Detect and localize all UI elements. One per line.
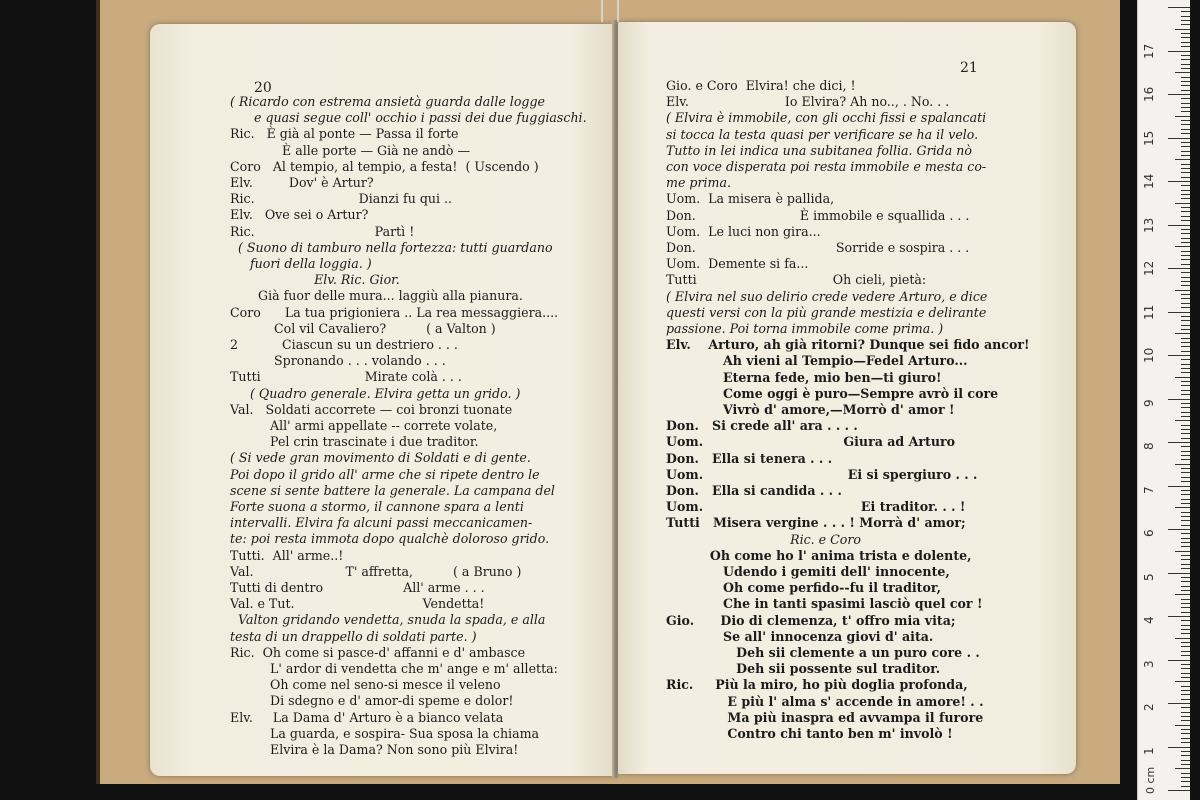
text-line: L' ardor di vendetta che m' ange e m' alletta: [230, 661, 558, 676]
ruler-tick [1181, 699, 1190, 700]
ruler-tick [1181, 303, 1190, 304]
ruler-tick [1181, 394, 1190, 395]
ruler-tick [1175, 246, 1190, 247]
ruler-tick [1181, 264, 1190, 265]
ruler-tick [1181, 686, 1190, 687]
ruler-tick [1181, 403, 1190, 404]
ruler-tick [1181, 555, 1190, 556]
ruler-tick [1181, 233, 1190, 234]
ruler-tick [1181, 633, 1190, 634]
ruler-tick [1181, 368, 1190, 369]
ruler-tick [1181, 542, 1190, 543]
ruler-tick [1181, 59, 1190, 60]
text-line: si tocca la testa quasi per verificare se ha il velo. [666, 126, 979, 142]
ruler-tick [1175, 420, 1190, 421]
ruler-number: 3 [1142, 659, 1156, 668]
ruler-tick [1181, 198, 1190, 199]
ruler-tick [1181, 46, 1190, 47]
ruler-tick [1175, 377, 1190, 378]
text-line: ( Suono di tamburo nella fortezza: tutti guardano [230, 239, 553, 255]
binding-thread [601, 0, 619, 22]
ruler-tick [1181, 120, 1190, 121]
ruler-tick [1181, 298, 1190, 299]
ruler-tick [1181, 625, 1190, 626]
ruler-tick [1181, 764, 1190, 765]
ruler-tick [1181, 412, 1190, 413]
ruler-tick [1175, 725, 1190, 726]
ruler-tick [1181, 586, 1190, 587]
ruler-tick [1181, 16, 1190, 17]
ruler-tick [1181, 620, 1190, 621]
ruler-tick [1181, 786, 1190, 787]
ruler-tick [1181, 499, 1190, 500]
ruler-tick [1181, 37, 1190, 38]
text-line: ( Ricardo con estrema ansietà guarda dalle logge [230, 94, 545, 109]
ruler-tick [1168, 268, 1190, 269]
ruler-tick [1175, 333, 1190, 334]
text-line: E più l' alma s' accende in amore! . . [666, 693, 984, 709]
ruler-number: 1 [1142, 746, 1156, 755]
text-line: Don. È immobile e squallida . . . [666, 207, 970, 223]
text-line: Elv. Ove sei o Artur? [230, 207, 369, 223]
text-line: questi versi con la più grande mestizia e delirante [666, 304, 987, 320]
ruler-tick [1181, 581, 1190, 582]
ruler-tick [1168, 573, 1190, 574]
ruler-tick [1181, 538, 1190, 539]
ruler-tick [1181, 281, 1190, 282]
text-line: ( Elvira nel suo delirio crede vedere Arturo, e dice [666, 288, 988, 304]
ruler-tick [1181, 194, 1190, 195]
ruler-tick [1181, 20, 1190, 21]
ruler-tick [1181, 773, 1190, 774]
ruler-tick [1181, 190, 1190, 191]
text-line: Elvira è la Dama? Non sono più Elvira! [230, 742, 519, 757]
text-line: Ric. Oh come si pasce-d' affanni e d' ambasce [230, 644, 526, 660]
text-line: intervalli. Elvira fa alcuni passi meccanicamen- [230, 515, 533, 531]
ruler-tick [1181, 646, 1190, 647]
ruler-tick [1175, 464, 1190, 465]
ruler-tick [1181, 325, 1190, 326]
ruler-tick [1168, 94, 1190, 95]
ruler-tick [1181, 98, 1190, 99]
ruler-number: 2 [1142, 703, 1156, 711]
text-line: ( Quadro generale. Elvira getta un grido. ) [230, 385, 521, 401]
text-line: me prima. [666, 175, 731, 191]
ruler-tick [1181, 42, 1190, 43]
ruler-tick [1181, 129, 1190, 130]
ruler-tick [1181, 259, 1190, 260]
text-line: Deh sii possente sul traditor. [666, 661, 941, 677]
ruler-tick [1181, 642, 1190, 643]
text-line: La guarda, e sospira- Sua sposa la chiama [230, 725, 540, 741]
ruler-tick [1181, 716, 1190, 717]
measuring-ruler [1137, 0, 1190, 800]
ruler-tick [1181, 477, 1190, 478]
ruler-tick [1181, 760, 1190, 761]
ruler-tick [1181, 525, 1190, 526]
ruler-tick [1181, 668, 1190, 669]
ruler-tick [1168, 660, 1190, 661]
text-line: Già fuor delle mura... laggiù alla pianura. [230, 288, 523, 304]
ruler-tick [1181, 755, 1190, 756]
ruler-tick [1181, 455, 1190, 456]
ruler-tick [1168, 486, 1190, 487]
ruler-tick [1181, 285, 1190, 286]
ruler-tick [1181, 481, 1190, 482]
text-line: Val. T' affretta, ( a Bruno ) [230, 563, 522, 579]
ruler-tick [1175, 507, 1190, 508]
text-line: scene si sente battere la generale. La campana del [230, 482, 555, 498]
text-line: con voce disperata poi resta immobile e mesta co- [666, 159, 987, 174]
ruler-tick [1181, 503, 1190, 504]
ruler-tick [1181, 673, 1190, 674]
text-line: Udendo i gemiti dell' innocente, [666, 564, 950, 579]
ruler-tick [1181, 712, 1190, 713]
ruler-tick [1181, 429, 1190, 430]
text-line: Tutti. All' arme..! [230, 547, 344, 563]
ruler-tick [1181, 364, 1190, 365]
text-line: Coro Al tempio, al tempio, a festa! ( Uscendo ) [230, 158, 539, 174]
ruler-tick [1181, 720, 1190, 721]
ruler-tick [1168, 7, 1190, 8]
ruler-tick [1181, 172, 1190, 173]
text-line: Col vil Cavaliero? ( a Valton ) [230, 320, 496, 336]
ruler-tick [1181, 777, 1190, 778]
ruler-tick [1181, 494, 1190, 495]
ruler-tick [1181, 55, 1190, 56]
text-line: Val. Soldati accorrete — coi bronzi tuonate [230, 401, 513, 417]
ruler-tick [1175, 638, 1190, 639]
text-line: Coro La tua prigioniera .. La rea messaggiera.... [230, 304, 559, 320]
text-line: Contro chi tanto ben m' involò ! [666, 726, 953, 741]
ruler-tick [1181, 568, 1190, 569]
ruler-tick [1181, 707, 1190, 708]
right-page-text [618, 22, 1076, 774]
text-line: Forte suona a stormo, il cannone spara a lenti [230, 499, 524, 514]
ruler-tick [1181, 33, 1190, 34]
ruler-tick [1168, 138, 1190, 139]
ruler-tick [1181, 142, 1190, 143]
page-number-right: 21 [960, 60, 978, 76]
ruler-tick [1175, 72, 1190, 73]
ruler-number: 14 [1142, 173, 1156, 189]
text-line: e quasi segue coll' occhio i passi dei due fuggiaschi. [230, 110, 587, 126]
ruler-tick [1181, 733, 1190, 734]
ruler-tick [1181, 185, 1190, 186]
text-line: Se all' innocenza giovi d' aita. [666, 628, 934, 644]
ruler-number: 8 [1142, 442, 1156, 450]
ruler-tick [1181, 338, 1190, 339]
ruler-tick [1181, 433, 1190, 434]
ruler-tick [1181, 459, 1190, 460]
ruler-tick [1168, 225, 1190, 226]
text-line: Tutti Misera vergine . . . ! Morrà d' amor; [666, 515, 966, 531]
ruler-tick [1181, 68, 1190, 69]
ruler-tick [1181, 468, 1190, 469]
ruler-number: 5 [1142, 572, 1156, 581]
ruler-tick [1168, 529, 1190, 530]
ruler-number: 12 [1142, 260, 1156, 276]
ruler-tick [1181, 742, 1190, 743]
text-line: Elv. Arturo, ah già ritorni? Dunque sei fido ancor! [666, 337, 1030, 353]
ruler-tick [1181, 85, 1190, 86]
ruler-number: 4 [1142, 616, 1156, 624]
ruler-tick [1181, 146, 1190, 147]
text-line: Eterna fede, mio ben—ti giuro! [666, 369, 942, 385]
text-line: Ah vieni al Tempio—Fedel Arturo... [666, 353, 968, 369]
text-line: Don. Si crede all' ara . . . . [666, 418, 858, 434]
ruler-tick [1175, 290, 1190, 291]
ruler-tick [1181, 490, 1190, 491]
ruler-tick [1181, 177, 1190, 178]
ruler-tick [1181, 559, 1190, 560]
text-line: All' armi appellate -- correte volate, [230, 418, 498, 433]
text-line: ( Si vede gran movimento di Soldati e di gente. [230, 450, 531, 466]
text-line: Don. Sorride e sospira . . . [666, 240, 970, 255]
text-line: Ric. Dianzi fu qui .. [230, 191, 453, 207]
ruler-tick [1181, 133, 1190, 134]
ruler-tick [1181, 425, 1190, 426]
ruler-tick [1181, 359, 1190, 360]
ruler-tick [1175, 203, 1190, 204]
ruler-tick [1181, 381, 1190, 382]
ruler-tick [1181, 677, 1190, 678]
ruler-tick [1181, 272, 1190, 273]
ruler-tick [1181, 451, 1190, 452]
ruler-tick [1181, 607, 1190, 608]
text-line: Val. e Tut. Vendetta! [230, 596, 485, 612]
ruler-tick [1181, 577, 1190, 578]
text-line: Don. Ella si candida . . . [666, 483, 842, 498]
ruler-tick [1175, 29, 1190, 30]
text-line: Tutto in lei indica una subitanea follia. Grida nò [666, 142, 972, 158]
ruler-tick [1168, 747, 1190, 748]
page-number-left: 20 [254, 80, 272, 96]
text-line: Di sdegno e d' amor-di speme e dolor! [230, 693, 514, 709]
text-line: Oh come ho l' anima trista e dolente, [666, 547, 972, 563]
ruler-tick [1181, 520, 1190, 521]
text-line: Valton gridando vendetta, snuda la spada, e alla [230, 612, 546, 628]
ruler-tick [1168, 399, 1190, 400]
ruler-number: 9 [1142, 398, 1156, 407]
ruler-tick [1168, 51, 1190, 52]
ruler-tick [1181, 690, 1190, 691]
text-line: Don. Ella si tenera . . . [666, 450, 833, 466]
ruler-number: 10 [1142, 347, 1156, 363]
ruler-number: 13 [1142, 217, 1156, 233]
text-line: Uom. Ei si spergiuro . . . [666, 466, 978, 482]
ruler-tick [1181, 472, 1190, 473]
text-line: Elv. Io Elvira? Ah no.., . No. . . [666, 94, 950, 110]
ruler-tick [1168, 703, 1190, 704]
ruler-tick [1181, 207, 1190, 208]
text-line: Che in tanti spasimi lasciò quel cor ! [666, 596, 983, 612]
ruler-tick [1181, 664, 1190, 665]
ruler-tick [1181, 438, 1190, 439]
ruler-unit-label: 0 cm [1144, 766, 1157, 794]
text-line: Oh come nel seno-si mesce il veleno [230, 677, 501, 693]
ruler-tick [1181, 407, 1190, 408]
ruler-tick [1181, 90, 1190, 91]
right-page [618, 22, 1076, 774]
ruler-tick [1168, 616, 1190, 617]
ruler-tick [1175, 594, 1190, 595]
text-line: Poi dopo il grido all' arme che si ripete dentro le [230, 466, 540, 482]
ruler-tick [1181, 155, 1190, 156]
ruler-tick [1181, 346, 1190, 347]
text-line: ( Elvira è immobile, con gli occhi fissi e spalancati [666, 110, 987, 126]
text-line: Elv. Ric. Gior. [230, 272, 400, 288]
ruler-tick [1168, 790, 1190, 791]
text-line: Ric. Più la miro, ho più doglia profonda, [666, 677, 968, 693]
ruler-tick [1181, 385, 1190, 386]
text-line: È alle porte — Già ne andò — [230, 142, 471, 158]
ruler-number: 15 [1142, 130, 1156, 146]
ruler-tick [1181, 612, 1190, 613]
text-line: Uom. Le luci non gira... [666, 223, 821, 239]
text-line: Pel crin trascinate i due traditor. [230, 434, 479, 450]
text-line: Spronando . . . volando . . . [230, 353, 446, 369]
ruler-tick [1181, 655, 1190, 656]
text-line: Tutti Mirate colà . . . [230, 369, 462, 385]
ruler-tick [1181, 103, 1190, 104]
ruler-tick [1181, 277, 1190, 278]
ruler-tick [1168, 181, 1190, 182]
ruler-tick [1181, 694, 1190, 695]
text-line: Elv. Dov' è Artur? [230, 175, 374, 190]
ruler-tick [1168, 355, 1190, 356]
ruler-tick [1175, 768, 1190, 769]
text-line: Gio. Dio di clemenza, t' offro mia vita; [666, 612, 956, 628]
text-line: Ric. Partì ! [230, 223, 415, 239]
ruler-tick [1181, 781, 1190, 782]
ruler-tick [1181, 77, 1190, 78]
ruler-tick [1181, 81, 1190, 82]
ruler-tick [1181, 629, 1190, 630]
text-line: Ric. e Coro [666, 531, 861, 547]
ruler-number: 7 [1142, 485, 1156, 494]
ruler-tick [1181, 351, 1190, 352]
ruler-tick [1168, 312, 1190, 313]
text-line: testa di un drappello di soldati parte. ) [230, 628, 477, 644]
ruler-tick [1181, 512, 1190, 513]
ruler-tick [1181, 107, 1190, 108]
text-line: Oh come perfido--fu il traditor, [666, 580, 942, 596]
ruler-tick [1181, 242, 1190, 243]
ruler-number: 11 [1142, 304, 1156, 320]
ruler-tick [1181, 294, 1190, 295]
ruler-tick [1181, 251, 1190, 252]
ruler-tick [1181, 416, 1190, 417]
ruler-tick [1181, 211, 1190, 212]
ruler-tick [1175, 681, 1190, 682]
ruler-tick [1181, 238, 1190, 239]
text-line: Tutti di dentro All' arme . . . [230, 580, 485, 595]
text-line: Vivrò d' amore,—Morrò d' amor ! [666, 402, 955, 417]
ruler-tick [1181, 216, 1190, 217]
ruler-tick [1181, 590, 1190, 591]
text-line: te: poi resta immota dopo qualchè doloroso grido. [230, 531, 550, 547]
ruler-tick [1181, 229, 1190, 230]
ruler-tick [1181, 255, 1190, 256]
text-line: passione. Poi torna immobile come prima. ) [666, 321, 944, 336]
ruler-tick [1181, 446, 1190, 447]
ruler-tick [1181, 320, 1190, 321]
ruler-tick [1181, 64, 1190, 65]
ruler-number: 16 [1142, 86, 1156, 102]
ruler-tick [1181, 316, 1190, 317]
ruler-tick [1181, 372, 1190, 373]
text-line: Come oggi è puro—Sempre avrò il core [666, 385, 999, 401]
ruler-tick [1181, 564, 1190, 565]
ruler-number: 6 [1142, 529, 1156, 537]
ruler-tick [1181, 124, 1190, 125]
ruler-tick [1175, 159, 1190, 160]
ruler-tick [1168, 442, 1190, 443]
text-line: Uom. Giura ad Arturo [666, 434, 956, 450]
text-line: Uom. Demente si fa... [666, 256, 809, 272]
left-page [150, 24, 616, 776]
text-line: Deh sii clemente a un puro core . . [666, 645, 980, 660]
ruler-tick [1181, 533, 1190, 534]
text-line: Tutti Oh cieli, pietà: [666, 272, 927, 288]
ruler-tick [1181, 751, 1190, 752]
text-line: fuori della loggia. ) [230, 256, 372, 271]
ruler-tick [1181, 220, 1190, 221]
ruler-tick [1181, 342, 1190, 343]
ruler-tick [1181, 24, 1190, 25]
text-line: 2 Ciascun su un destriero . . . [230, 337, 458, 352]
ruler-tick [1181, 111, 1190, 112]
text-line: Uom. Ei traditor. . . ! [666, 499, 966, 515]
text-line: Elv. La Dama d' Arturo è a bianco velata [230, 709, 504, 725]
ruler-tick [1181, 516, 1190, 517]
ruler-tick [1181, 168, 1190, 169]
ruler-tick [1181, 729, 1190, 730]
ruler-tick [1181, 599, 1190, 600]
ruler-tick [1181, 151, 1190, 152]
ruler-tick [1181, 390, 1190, 391]
text-line: Uom. La misera è pallida, [666, 191, 835, 207]
text-line: Ric. È già al ponte — Passa il forte [230, 126, 459, 142]
ruler-tick [1181, 11, 1190, 12]
ruler-number: 17 [1142, 43, 1156, 59]
ruler-tick [1181, 546, 1190, 547]
ruler-tick [1175, 551, 1190, 552]
ruler-tick [1175, 116, 1190, 117]
text-line: Ma più inaspra ed avvampa il furore [666, 709, 984, 725]
ruler-tick [1181, 329, 1190, 330]
ruler-tick [1181, 307, 1190, 308]
ruler-tick [1181, 738, 1190, 739]
ruler-tick [1181, 651, 1190, 652]
left-page-text [150, 24, 616, 776]
ruler-tick [1181, 164, 1190, 165]
text-line: Gio. e Coro Elvira! che dici, ! [666, 78, 856, 93]
ruler-tick [1181, 603, 1190, 604]
